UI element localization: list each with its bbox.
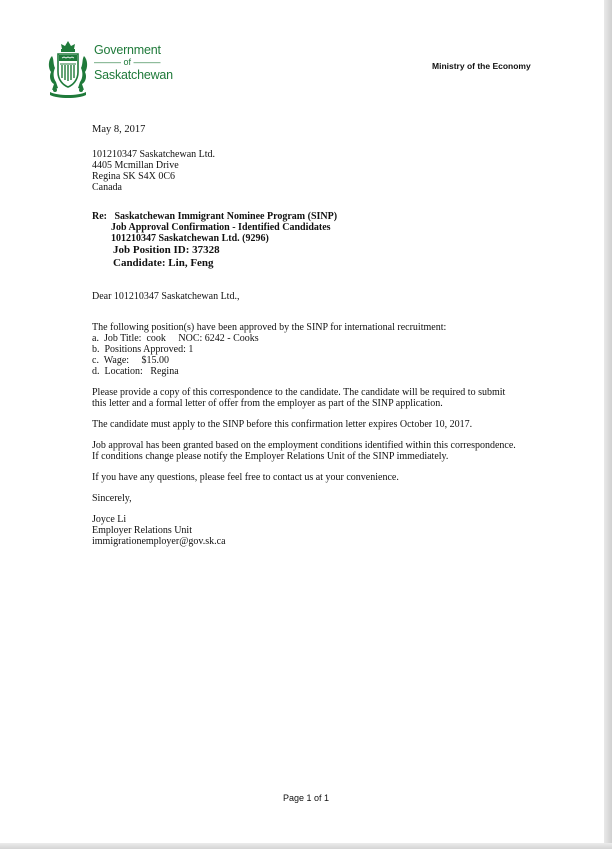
- paragraph-expiry: The candidate must apply to the SINP before this confirmation letter expires October 10, 2017.: [92, 419, 473, 430]
- saskatchewan-crest-icon: [44, 38, 92, 100]
- page-right-edge: [604, 0, 612, 849]
- logo-line-government: Government: [94, 43, 161, 57]
- signer-email: immigrationemployer@gov.sk.ca: [92, 536, 226, 547]
- subject-candidate: Candidate: Lin, Feng: [113, 256, 214, 269]
- letter-date: May 8, 2017: [92, 124, 146, 135]
- list-item: a. Job Title: cook NOC: 6242 - Cooks: [92, 333, 259, 344]
- signer-unit: Employer Relations Unit: [92, 525, 192, 536]
- signoff: Sincerely,: [92, 493, 132, 504]
- address-line: Canada: [92, 182, 122, 193]
- logo-line-of: ——— of ———: [94, 57, 161, 68]
- subject-block: [92, 211, 522, 269]
- address-line: 101210347 Saskatchewan Ltd.: [92, 149, 216, 160]
- subject-program: Saskatchewan Immigrant Nominee Program (SINP): [114, 211, 338, 222]
- page-number: Page 1 of 1: [282, 793, 330, 803]
- approved-positions-intro: The following position(s) have been approved by the SINP for international recruitment:: [92, 322, 447, 333]
- logo-line-saskatchewan: Saskatchewan: [94, 67, 173, 82]
- paragraph-instructions: Please provide a copy of this correspondence to the candidate. The candidate will be required to submit this letter and a formal letter of offer from the employer as part of the SINP application.: [92, 387, 506, 409]
- approved-positions-list: [92, 333, 522, 377]
- ministry-name: Ministry of the Economy: [432, 61, 531, 71]
- page-bottom-edge: [0, 843, 612, 849]
- re-label: Re:: [92, 211, 107, 222]
- paragraph-conditions: Job approval has been granted based on the employment conditions identified within this correspondence. If conditions change please notify the Employer Relations Unit of the SINP immediately.: [92, 440, 516, 462]
- address-line: 4405 Mcmillan Drive: [92, 160, 179, 171]
- subject-line-3: 101210347 Saskatchewan Ltd. (9296): [111, 233, 269, 244]
- recipient-address: [92, 149, 522, 193]
- subject-line-1: [92, 211, 522, 222]
- letter-body: [92, 124, 522, 547]
- subject-job-position: Job Position ID: 37328: [113, 244, 220, 256]
- logo-wordmark: [94, 44, 178, 82]
- signer-name: Joyce Li: [92, 514, 127, 525]
- list-item: c. Wage: $15.00: [92, 355, 170, 366]
- paragraph-contact: If you have any questions, please feel free to contact us at your convenience.: [92, 472, 399, 483]
- government-logo: [44, 38, 174, 100]
- signature-block: [92, 514, 522, 547]
- address-line: Regina SK S4X 0C6: [92, 171, 176, 182]
- subject-line-2: Job Approval Confirmation - Identified Candidates: [111, 222, 331, 233]
- list-item: b. Positions Approved: 1: [92, 344, 194, 355]
- salutation: Dear 101210347 Saskatchewan Ltd.,: [92, 291, 240, 302]
- list-item: d. Location: Regina: [92, 366, 179, 377]
